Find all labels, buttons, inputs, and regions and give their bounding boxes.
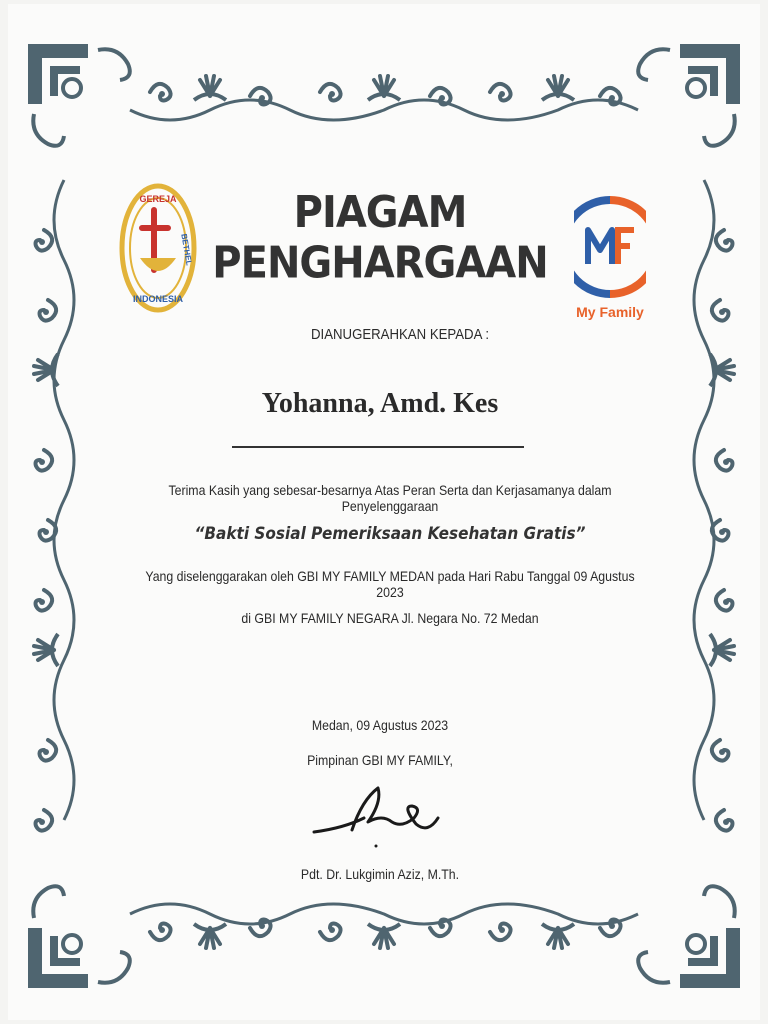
awarded-to-label: DIANUGERAHKAN KEPADA :	[310, 326, 490, 343]
signer-name: Pdt. Dr. Lukgimin Aziz, M.Th.	[300, 866, 460, 882]
held-by-text: Yang diselenggarakan oleh GBI MY FAMILY MEDAN pada Hari Rabu Tanggal 09 Agustus 2023	[145, 568, 635, 600]
gereja-bethel-indonesia-logo	[118, 180, 198, 320]
signature	[306, 780, 446, 850]
svg-text:GEREJA: GEREJA	[139, 194, 177, 204]
leader-title: Pimpinan GBI MY FAMILY,	[307, 752, 453, 768]
svg-text:INDONESIA: INDONESIA	[132, 294, 184, 304]
my-family-logo	[574, 182, 646, 322]
venue-text: di GBI MY FAMILY NEGARA Jl. Negara No. 72 Medan	[241, 610, 539, 626]
certificate-title: PIAGAM PENGHARGAAN	[212, 187, 548, 289]
name-underline	[232, 446, 524, 448]
recipient-name: Yohanna, Amd. Kes	[261, 388, 499, 419]
svg-text:BETHEL: BETHEL	[179, 233, 194, 267]
thanks-text: Terima Kasih yang sebesar-besarnya Atas Peran Serta dan Kerjasamanya dalam Penyelenggaraan	[168, 482, 612, 514]
event-name: “Bakti Sosial Pemeriksaan Kesehatan Gratis”	[194, 524, 586, 544]
place-date: Medan, 09 Agustus 2023	[311, 717, 449, 733]
my-family-logo-label: My Family	[576, 304, 644, 320]
